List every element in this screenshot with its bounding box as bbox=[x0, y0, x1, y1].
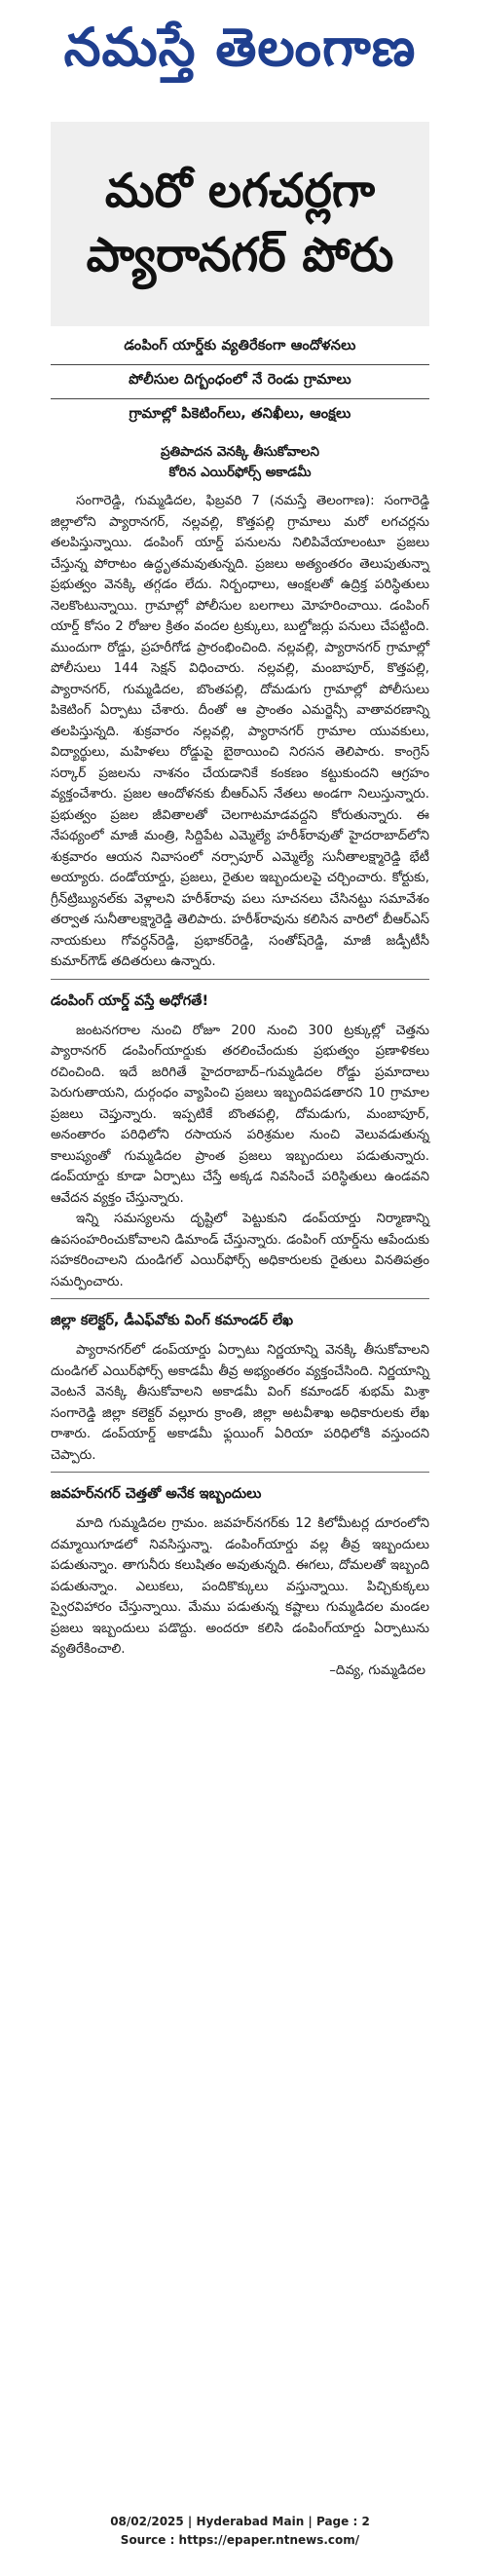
footer-date-edition: 08/02/2025 | Hyderabad Main | Page : 2 bbox=[110, 2515, 370, 2528]
article-body bbox=[51, 491, 429, 1682]
footer-source-link[interactable]: Source : https://epaper.ntnews.com/ bbox=[120, 2533, 360, 2547]
sub-deck bbox=[51, 432, 429, 483]
page-footer bbox=[0, 2513, 480, 2550]
body-paragraph: మాది గుమ్మడిదల గ్రామం. జవహర్‌నగర్‌కు 12 కిలోమీటర్ల దూరంలోని దమ్మాయిగూడలో నివసిస్తున్నా. డంపింగ్‌యార్డు వల్ల తీవ్ర ఇబ్బందులు పడుతున్నాం. తాగునీరు కలుషితం అవుతున్నది. ఈగలు, దోమలతో ఇబ్బంది పడుతున్నాం. ఎలుకలు, పందికొక్కులు వస్తున్నాయి. పిచ్చికుక్కలు స్వైరవిహారం చేస్తున్నాయి. మేము పడుతున్న కష్టాలు గుమ్మడిదల మండల ప్రజలు ఇబ్బందులు పడొద్దు. అందరూ కలిసి డంపింగ్‌యార్డు ఏర్పాటును వ్యతిరేకించాలి. bbox=[51, 1516, 429, 1657]
deck-block bbox=[51, 331, 429, 483]
lead-paragraph: సంగారెడ్డి, గుమ్మడిదల, ఫిబ్రవరి 7 (నమస్తే తెలంగాణ): సంగారెడ్డి జిల్లాలోని ప్యారానగర్, నల్లవల్లి, కొత్తపల్లి గ్రామాలు మరో లగచర్లను తలపిస్తున్నాయి. డంపింగ్ యార్డ్ పనులను నిలిపివేయాలంటూ ప్రజలు చేస్తున్న పోరాటం ఉద్ధృతమవుతున్నది. ప్రజలు అత్యంతరం తెలుపుతున్నా ప్రభుత్వం వెనక్కి తగ్గడం లేదు. నిర్బంధాలు, ఆంక్షలతో ఉద్రిక్త పరిస్థితులు నెలకొంటున్నాయి. గ్రామాల్లో పోలీసుల బలగాలు మోహరించాయి. డంపింగ్ యార్డ్ కోసం 2 రోజుల క్రితం వందల ట్రక్కులు, బుల్డోజర్లు పనులు చేపట్టింది. ముందుగా రోడ్డు, ప్రహరీగోడ ప్రారంభించింది. నల్లవల్లి, ప్యారానగర్ గ్రామాల్లో పోలీసులు 144 సెక్షన్ విధించారు. నల్లవల్లి, మంబాపూర్, కొత్తపల్లి, ప్యారానగర్, గుమ్మడిదల, బొంతపల్లి, దోమడుగు గ్రామాల్లో పోలీసులు పికెటింగ్ ఏర్పాటు చేశారు. దీంతో ఆ ప్రాంతం ఎమర్జెన్సీ వాతావరణాన్ని తలపిస్తున్నది. శుక్రవారం నల్లవల్లి, ప్యారానగర్ గ్రామాల యువకులు, విద్యార్థులు, మహిళలు రోడ్డుపై బైఠాయించి నిరసన తెలిపారు. కాంగ్రెస్ సర్కార్ ప్రజలను నాశనం చేయడానికే కంకణం కట్టుకుందని ఆగ్రహం వ్యక్తంచేశారు. ప్రజల ఆందోళనకు బీఆర్‌ఎస్ నేతలు అండగా నిలుస్తున్నారు. ప్రభుత్వం ప్రజల జీవితాలతో చెలగాటమాడవద్దని కోరుతున్నారు. ఈ నేపథ్యంలో మాజీ మంత్రి, సిద్దిపేట ఎమ్మెల్యే హరీశ్‌రావుతో హైదరాబాద్‌లోని శుక్రవారం ఆయన నివాసంలో నర్సాపూర్ ఎమ్మెల్యే సునీతాలక్ష్మారెడ్డి భేటీ అయ్యారు. దండోయార్డు, ప్రజలు, రైతుల ఇబ్బందులపై చర్చించారు. కోర్టుకు, గ్రీన్‌ట్రిబ్యునల్‌కు వెళ్లాలని హరీశ్‌రావు పలు సూచనలు చేసినట్టు సమావేశం తర్వాత సునీతాలక్ష్మారెడ్డి తెలిపారు. హరీశ్‌రావును కలిసిన వారిలో బీఆర్‌ఎస్ నాయకులు గోవర్ధన్‌రెడ్డి, ప్రభాకర్‌రెడ్డి, సంతోష్‌రెడ్డి, మాజీ జడ్పీటీసీ కుమార్‌గౌడ్ తదితరులు ఉన్నారు. bbox=[51, 494, 429, 969]
section-heading: జవహర్‌నగర్ చెత్తతో అనేక ఇబ్బందులు bbox=[51, 1472, 429, 1513]
deck-line: డంపింగ్ యార్డ్‌కు వ్యతిరేకంగా ఆందోళనలు bbox=[51, 331, 429, 365]
headline-box bbox=[51, 122, 429, 326]
headline-line-1: మరో లగచర్లగా bbox=[104, 164, 376, 219]
byline-signature: –దివ్య, గుమ్మడిదల bbox=[329, 1662, 425, 1678]
body-paragraph: ఇన్ని సమస్యలను దృష్టిలో పెట్టుకుని డంప్‌యార్డు నిర్మాణాన్ని ఉపసంహరించుకోవాలని డిమాండ్ చేస్తున్నారు. డంపింగ్ యార్డ్‌ను ఆపేందుకు సహకరించాలని దుండిగల్ ఎయిర్‌ఫోర్స్ అధికారులకు రైతులు వినతిపత్రం సమర్పించారు. bbox=[51, 1212, 429, 1289]
body-paragraph: జంటనగరాల నుంచి రోజూ 200 నుంచి 300 ట్రక్కుల్లో చెత్తను ప్యారానగర్ డంపింగ్‌యార్డుకు తరలించేందుకు ప్రభుత్వం ప్రణాళికలు రచించింది. ఇదే జరిగితే హైదరాబాద్–గుమ్మడిదల రోడ్డు ప్రమాదాలు పెరుగుతాయని, దుర్గంధం వ్యాపించి ప్రజలు ఇబ్బందిపడతారని 10 గ్రామాల ప్రజలు చెప్తున్నారు. ఇప్పటికే బొంతపల్లి, దోమడుగు, మంబాపూర్, అనంతారం పరిధిలోని రసాయన పరిశ్రమల నుంచి వెలువడుతున్న కాలుష్యంతో గుమ్మడిదల ప్రాంత ప్రజలు ఇబ్బందులు పడుతున్నారు. డంప్‌యార్డు కూడా ఏర్పాటు చేస్తే అక్కడ నివసించే పరిస్థితులు ఉండవని ఆవేదన వ్యక్తం చేస్తున్నారు. bbox=[51, 1023, 429, 1206]
masthead bbox=[0, 0, 480, 107]
body-paragraph: ప్యారానగర్‌లో డంప్‌యార్డు ఏర్పాటు నిర్ణయాన్ని వెనక్కి తీసుకోవాలని దుండిగల్ ఎయిర్‌ఫోర్స్ అకాడమీ తీవ్ర అభ్యంతరం వ్యక్తంచేసింది. నిర్ణయాన్ని వెంటనే వెనక్కి తీసుకోవాలని అకాడమీ వింగ్ కమాండర్ శుభమ్ మిశ్రా సంగారెడ్డి జిల్లా కలెక్టర్ వల్లూరు క్రాంతి, జిల్లా అటవీశాఖ అధికారులకు లేఖ రాశారు. డంప్‌యార్డ్ అకాడమీ ఫ్లయింగ్ ఏరియా పరిధిలోకి వస్తుందని చెప్పారు. bbox=[51, 1343, 429, 1463]
headline-line-2: ప్యారానగర్ పోరు bbox=[86, 228, 394, 282]
section-heading: జిల్లా కలెక్టర్, డీఎఫ్‌వోకు వింగ్ కమాండర్ లేఖ bbox=[51, 1298, 429, 1340]
sub-deck-line-2: కోరిన ఎయిర్‌ఫోర్స్ అకాడమీ bbox=[168, 464, 312, 480]
deck-line: పోలీసుల దిగ్బంధంలో నే రెండు గ్రామాలు bbox=[51, 365, 429, 399]
newspaper-logo: నమస్తే తెలంగాణ bbox=[63, 16, 417, 78]
sub-deck-line-1: ప్రతిపాదన వెనక్కి తీసుకోవాలని bbox=[161, 444, 319, 460]
section-heading: డంపింగ్ యార్డ్ వస్తే అధోగతే! bbox=[51, 979, 429, 1021]
deck-line: గ్రామాల్లో పికెటింగ్‌లు, తనిఖీలు, ఆంక్షలు bbox=[129, 406, 351, 422]
